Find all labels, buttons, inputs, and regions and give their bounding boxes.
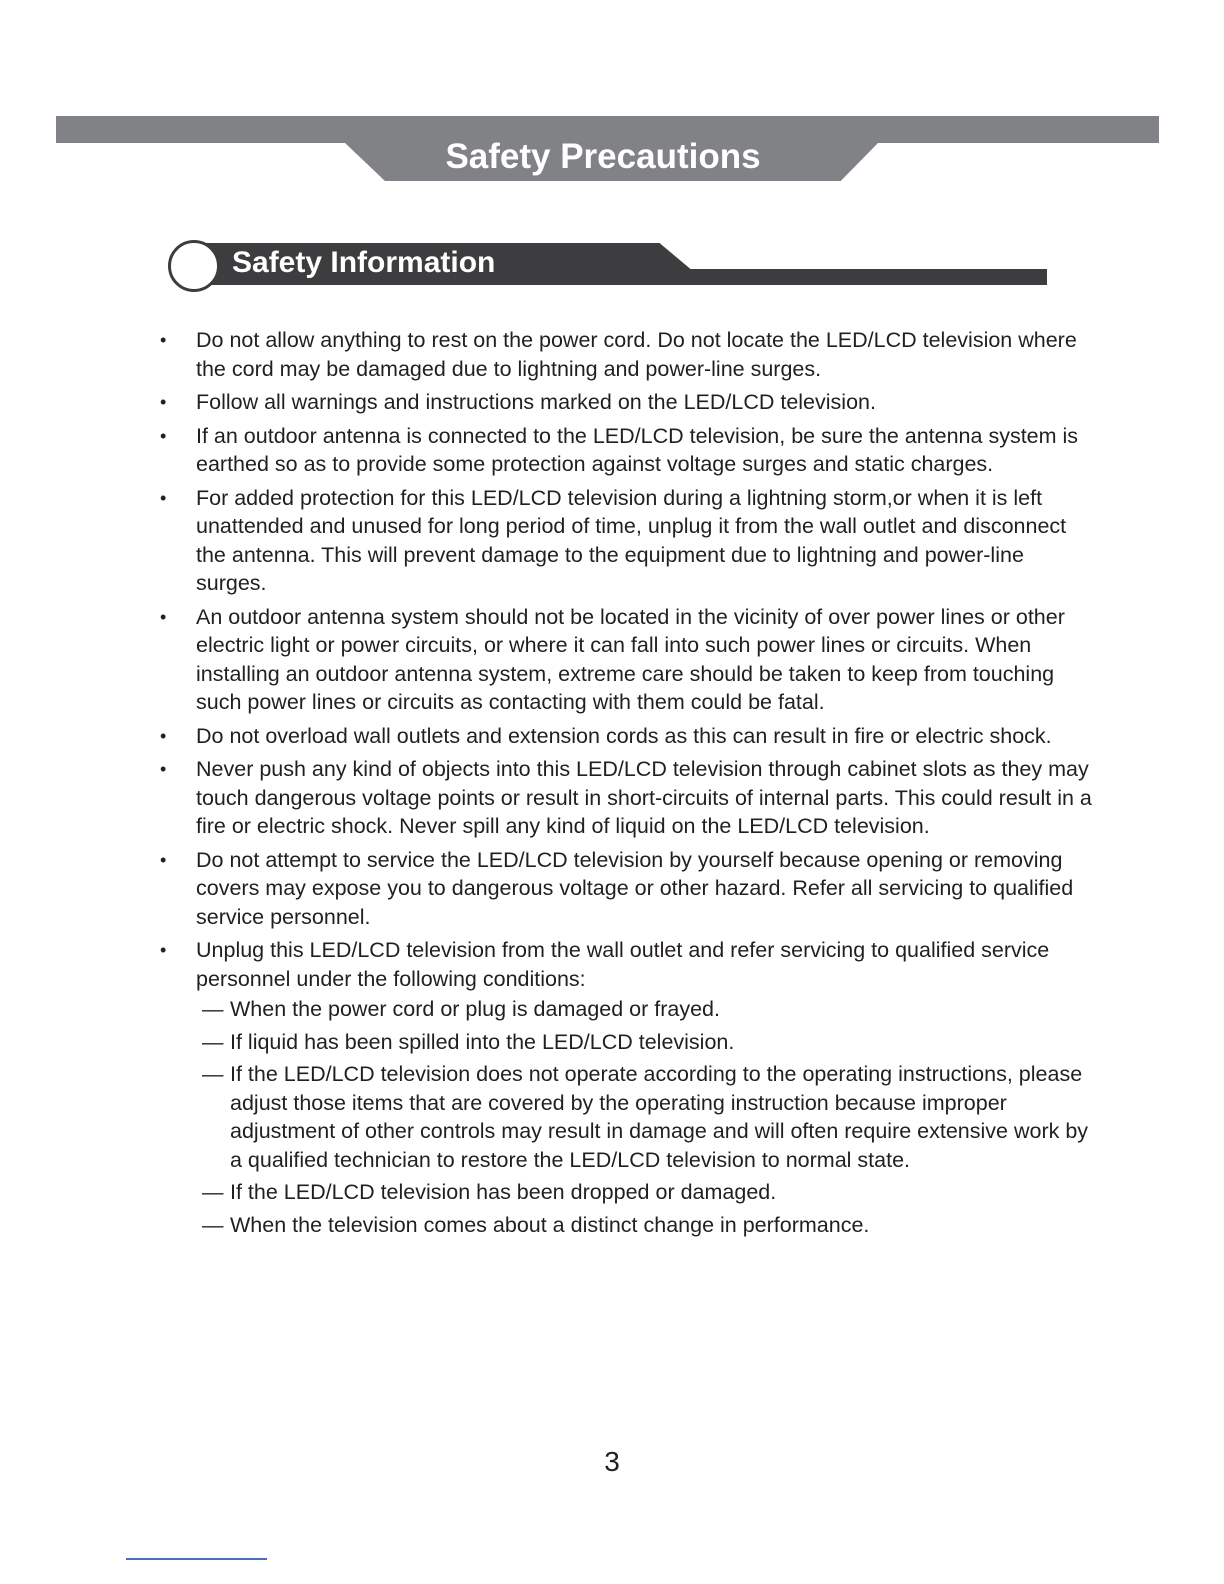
- safety-list-container: [160, 326, 1100, 1244]
- footer-rule: [126, 1558, 267, 1560]
- section-title: Safety Information: [232, 246, 496, 279]
- list-item-text: For added protection for this LED/LCD television during a lightning storm,or when it is left unattended and unused for long period of time, unplug it from the wall outlet and disconnect the antenna. This will prevent damage to the equipment due to lightning and power-line surges.: [196, 485, 1067, 595]
- page-number: 3: [604, 1446, 620, 1477]
- list-item-text: Do not overload wall outlets and extension cords as this can result in fire or electric shock.: [196, 723, 1052, 748]
- list-item: [160, 484, 1100, 598]
- list-item-text: Do not allow anything to rest on the power cord. Do not locate the LED/LCD television where the cord may be damaged due to lightning and power-line surges.: [196, 328, 1077, 381]
- condition-item: — If the LED/LCD television does not operate according to the operating instructions, please adjust those items that are covered by the operating instruction because improper adjustment of other controls may result in damage and will often require extensive work by a qualified technician to restore the LED/LCD television to normal state.: [202, 1060, 1100, 1174]
- section-header-rule: [690, 269, 1047, 285]
- list-item: [160, 422, 1100, 479]
- condition-item: — If the LED/LCD television has been dropped or damaged.: [202, 1178, 1100, 1207]
- list-item-text: Do not attempt to service the LED/LCD television by yourself because opening or removing covers may expose you to dangerous voltage or other hazard. Refer all servicing to qualified service personnel.: [196, 847, 1074, 929]
- list-item: [160, 846, 1100, 932]
- condition-item: — When the power cord or plug is damaged or frayed.: [202, 995, 1100, 1024]
- condition-item: — If liquid has been spilled into the LED/LCD television.: [202, 1028, 1100, 1057]
- list-item-text: Unplug this LED/LCD television from the wall outlet and refer servicing to qualified service personnel under the following conditions:: [196, 938, 1050, 991]
- list-item-text: If an outdoor antenna is connected to the LED/LCD television, be sure the antenna system is earthed so as to provide some protection against voltage surges and static charges.: [196, 423, 1079, 476]
- list-item-text: Follow all warnings and instructions marked on the LED/LCD television.: [196, 390, 876, 414]
- list-item: [160, 388, 1100, 417]
- list-item: [160, 722, 1100, 751]
- list-item: [160, 755, 1100, 841]
- conditions-list: [202, 995, 1100, 1239]
- list-item-text: Never push any kind of objects into this LED/LCD television through cabinet slots as they may touch dangerous voltage points or result in short-circuits of internal parts. This could result in a fire or electric shock. Never spill any kind of liquid on the LED/LCD television.: [196, 757, 1092, 838]
- section-circle-icon: [168, 240, 220, 292]
- safety-list: [160, 326, 1100, 1239]
- list-item: [160, 603, 1100, 717]
- page-title: Safety Precautions: [445, 137, 761, 176]
- list-item: [160, 326, 1100, 383]
- condition-item: — When the television comes about a distinct change in performance.: [202, 1211, 1100, 1240]
- list-item-text: An outdoor antenna system should not be located in the vicinity of over power lines or other electric light or power circuits, or where it can fall into such power lines or circuits. When installing an outdoor antenna system, extreme care should be taken to keep from touching such power lines or circuits as contacting with them could be fatal.: [196, 604, 1065, 714]
- list-item: [160, 936, 1100, 1239]
